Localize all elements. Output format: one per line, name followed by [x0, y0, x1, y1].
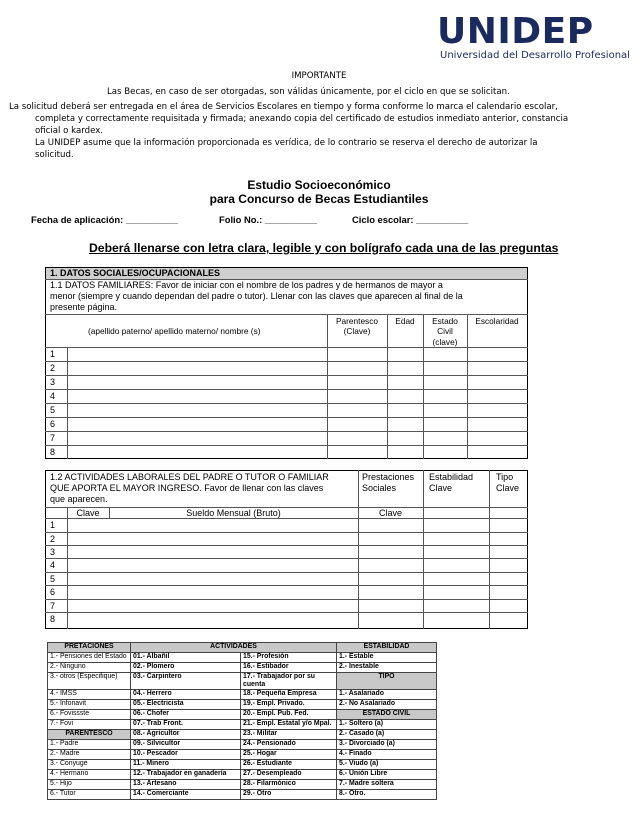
legend-cell: 18.- Pequeña Empresa [241, 690, 337, 700]
legend-cell: 09.- Silvicultor [131, 740, 241, 750]
legend-cell: 03.- Carpintero [131, 673, 241, 690]
notice-line3a: La UNIDEP asume que la información proporcionada es verídica, de lo contrario se reserva el derecho de autorizar la [35, 138, 538, 148]
legend-cell: 01.- Albañil [131, 653, 241, 663]
legend-cell: ACTIVIDADES [131, 643, 337, 653]
legend-cell: 1.- Pensiones del Estado [48, 653, 131, 663]
legend-cell: 6.- Unión Libre [337, 770, 437, 780]
legend-cell: 28.- Filarmónico [241, 780, 337, 790]
legend-cell: 4.- Finado [337, 750, 437, 760]
section1-sub-a: 1.1 DATOS FAMILIARES: Favor de iniciar con el nombre de los padres y de hermanos de mayor a [50, 280, 443, 290]
instruction-text: Deberá llenarse con letra clara, legible y con bolígrafo cada una de las preguntas [89, 241, 559, 255]
legend-cell: 7.- Madre soltera [337, 780, 437, 790]
legend-cell: 2.- Madre [48, 750, 131, 760]
section1-sub-b: menor (siempre y cuando dependan del padre o tutor). Llenar con las claves que aparecen al final de la [50, 291, 463, 301]
col-edad-header: Edad [395, 316, 415, 326]
labor-row-number: 1 [50, 520, 56, 530]
family-row-number: 3 [50, 377, 56, 387]
col-tipo-header: Tipo [496, 472, 514, 482]
legend-cell: 15.- Profesión [241, 653, 337, 663]
legend-cell: 13.- Artesano [131, 780, 241, 790]
family-row-number: 4 [50, 391, 56, 401]
legend-cell: 25.- Hogar [241, 750, 337, 760]
codes-legend-table [47, 642, 437, 800]
legend-cell: 1.- Soltero (a) [337, 720, 437, 730]
legend-cell: 27.- Desempleado [241, 770, 337, 780]
notice-line1: Las Becas, en caso de ser otorgadas, son válidas únicamente, por el ciclo en que se solicitan. [107, 87, 510, 97]
legend-cell: 26.- Estudiante [241, 760, 337, 770]
legend-cell: 2.- Inestable [337, 663, 437, 673]
family-row-number: 6 [50, 419, 56, 429]
family-row-number: 8 [50, 447, 56, 457]
legend-cell: 23.- Militar [241, 730, 337, 740]
legend-cell: PARENTESCO [48, 730, 131, 740]
notice-heading: IMPORTANTE [291, 71, 347, 81]
legend-cell: 12.- Trabajador en ganadería [131, 770, 241, 780]
legend-cell: 1.- Estable [337, 653, 437, 663]
sub-clave2-header: Clave [378, 508, 402, 518]
legend-cell: 07.- Trab Front. [131, 720, 241, 730]
legend-cell: 05.- Electricista [131, 700, 241, 710]
labor-row-number: 5 [50, 574, 56, 584]
legend-cell: 29.- Otro [241, 790, 337, 800]
legend-cell: 21.- Empl. Estatal y/o Mpal. [241, 720, 337, 730]
col-prestaciones-header: Prestaciones [362, 472, 415, 482]
legend-cell: 1.- Asalariado [337, 690, 437, 700]
notice-line2a: La solicitud deberá ser entregada en el área de Servicios Escolares en tiempo y forma conforme lo marca el calendario escolar, [9, 102, 558, 112]
legend-cell: 14.- Comerciante [131, 790, 241, 800]
notice-line2b: completa y correctamente requisitada y firmada; anexando copia del certificado de estudios inmediato anterior, constancia [35, 114, 569, 124]
sub-clave-header: Clave [76, 508, 100, 518]
legend-cell: 11.- Minero [131, 760, 241, 770]
section2-heading-a: 1.2 ACTIVIDADES LABORALES DEL PADRE O TUTOR O FAMILIAR [50, 472, 329, 482]
folio-field[interactable]: Folio No.: __________ [219, 214, 317, 225]
section2-heading-b: QUE APORTA EL MAYOR INGRESO. Favor de llenar con las claves [50, 483, 324, 493]
family-row-number: 7 [50, 433, 56, 443]
legend-cell: 3.- Divorciado (a) [337, 740, 437, 750]
legend-cell: 10.- Pescador [131, 750, 241, 760]
section1-sub-c: presente página. [50, 302, 118, 312]
unidep-logo: UNIDEP [437, 11, 594, 52]
col-estabilidad-header: Estabilidad [429, 472, 474, 482]
legend-cell: 5.- Viudo (a) [337, 760, 437, 770]
section2-heading-c: que aparecen. [50, 494, 108, 504]
legend-cell: 4.- IMSS [48, 690, 131, 700]
notice-line2c: oficial o kardex. [35, 126, 104, 136]
legend-cell: 06.- Chofer [131, 710, 241, 720]
legend-cell: 2.- Ninguno [48, 663, 131, 673]
section1-heading: 1. DATOS SOCIALES/OCUPACIONALES [50, 268, 221, 278]
form-title: Estudio Socioeconómico [247, 178, 391, 192]
legend-cell: TIPO [337, 673, 437, 690]
notice-line3b: solicitud. [35, 150, 74, 160]
legend-cell: 3.- otros (Especifique) [48, 673, 131, 690]
legend-cell: 2.- Casado (a) [337, 730, 437, 740]
labor-row-number: 2 [50, 534, 56, 544]
legend-cell: ESTADO CIVIL [337, 710, 437, 720]
legend-cell: 7.- Fovi [48, 720, 131, 730]
form-subtitle: para Concurso de Becas Estudiantiles [209, 192, 429, 206]
labor-row-number: 4 [50, 560, 56, 570]
col-name-header: (apellido paterno/ apellido materno/ nombre (s) [88, 326, 261, 336]
legend-cell: 20.- Empl. Pub. Fed. [241, 710, 337, 720]
labor-row-number: 6 [50, 587, 56, 597]
legend-cell: 02.- Plomero [131, 663, 241, 673]
col-estado-header: Estado [432, 316, 458, 326]
legend-cell: 24.- Pensionado [241, 740, 337, 750]
legend-cell: 1.- Padre [48, 740, 131, 750]
ciclo-escolar-field[interactable]: Ciclo escolar: __________ [352, 214, 469, 225]
legend-cell: 6.- Fovissste [48, 710, 131, 720]
legend-cell: 3.- Conyuge [48, 760, 131, 770]
fecha-aplicacion-field[interactable]: Fecha de aplicación: __________ [31, 214, 178, 225]
family-row-number: 2 [50, 363, 56, 373]
legend-cell: 5.- Hijo [48, 780, 131, 790]
logo-subtitle: Universidad del Desarrollo Profesional [440, 50, 630, 61]
legend-cell: 17.- Trabajador por su cuenta [241, 673, 337, 690]
legend-cell: 19.- Empl. Privado. [241, 700, 337, 710]
legend-cell: 8.- Otro. [337, 790, 437, 800]
labor-row-number: 3 [50, 547, 56, 557]
legend-cell: 5.- Infonavit [48, 700, 131, 710]
legend-cell: PRETACIONES [48, 643, 131, 653]
labor-row-number: 7 [50, 601, 56, 611]
legend-cell: 6.- Tutor [48, 790, 131, 800]
labor-row-number: 8 [50, 614, 56, 624]
sub-sueldo-header: Sueldo Mensual (Bruto) [186, 508, 281, 518]
col-escolaridad-header: Escolaridad [475, 316, 519, 326]
col-parentesco-header: Parentesco [336, 316, 378, 326]
family-row-number: 1 [50, 349, 56, 359]
legend-cell: 08.- Agricultor [131, 730, 241, 740]
legend-cell: 16.- Estibador [241, 663, 337, 673]
legend-cell: 4.- Hermano [48, 770, 131, 780]
legend-cell: 04.- Herrero [131, 690, 241, 700]
legend-cell: 2.- No Asalariado [337, 700, 437, 710]
legend-cell: ESTABILIDAD [337, 643, 437, 653]
family-row-number: 5 [50, 405, 56, 415]
